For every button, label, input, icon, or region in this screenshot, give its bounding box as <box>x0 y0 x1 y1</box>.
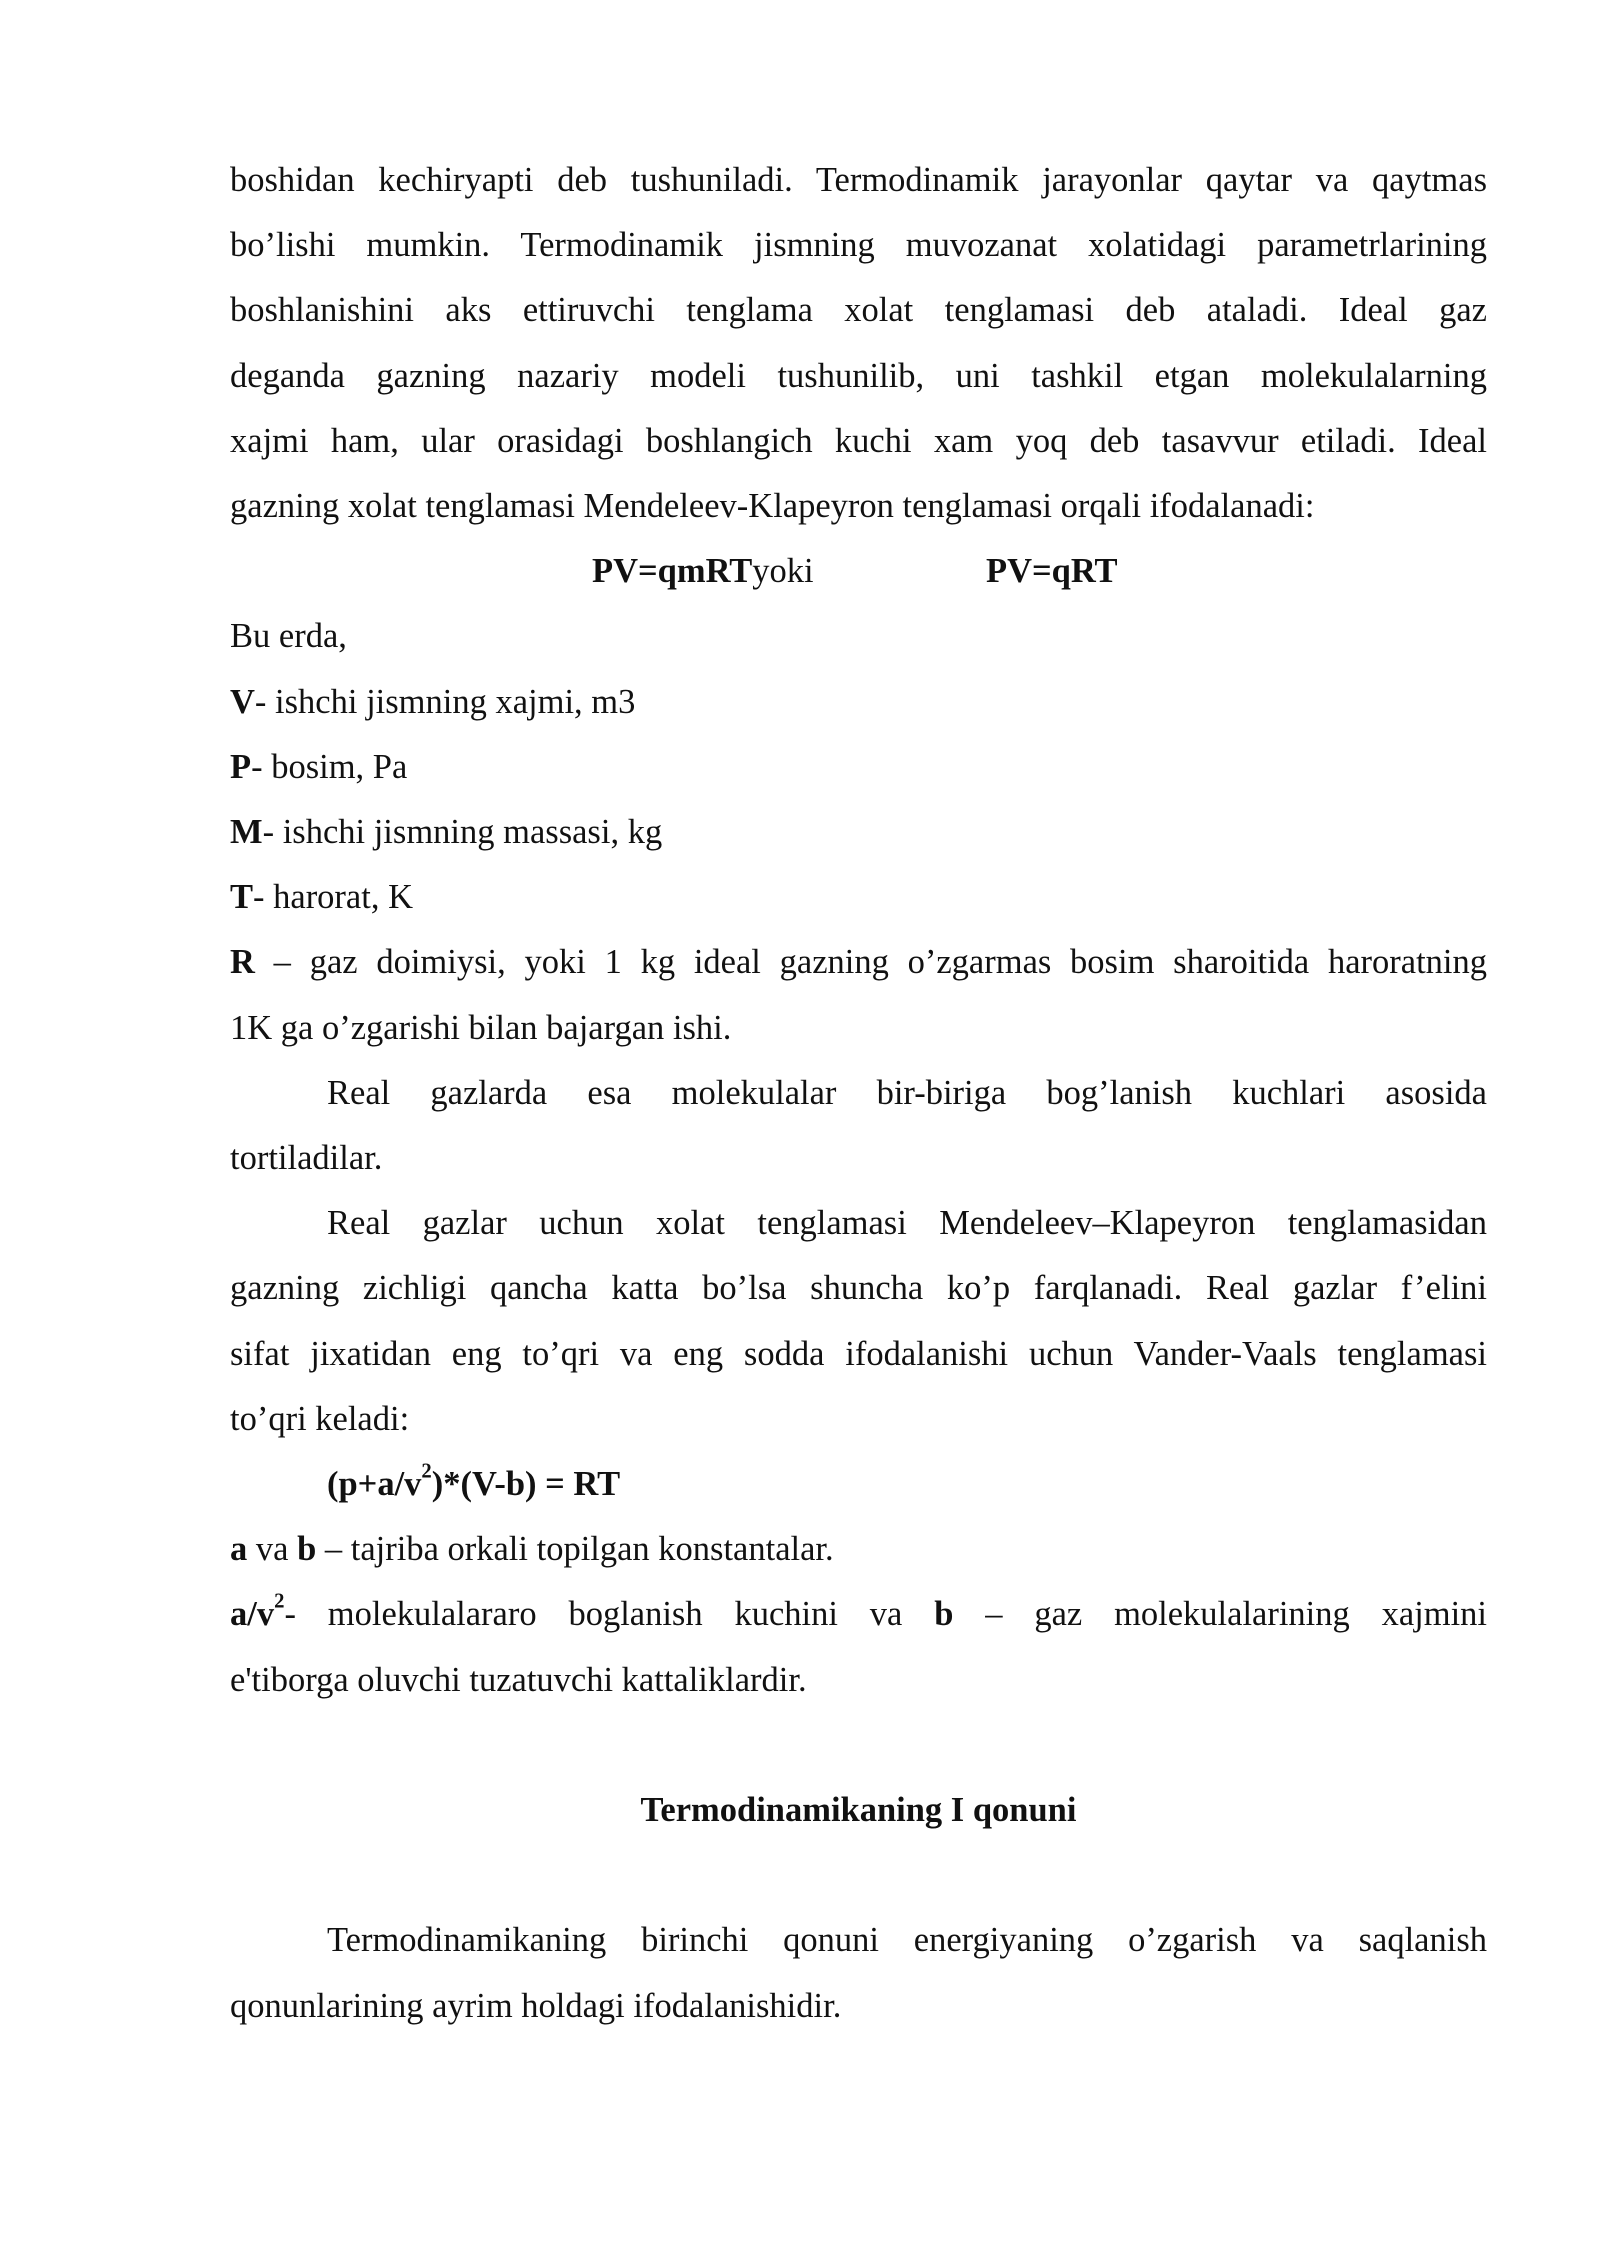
definition-v <box>230 670 1487 735</box>
definition-text: - ishchi jismning xajmi, m3 <box>254 682 636 721</box>
paragraph-vander-vaals <box>230 1191 1487 1452</box>
text-line <box>230 930 1487 995</box>
formula-connector: yoki <box>752 552 814 591</box>
formula-left <box>592 539 814 604</box>
correction-terms <box>230 1582 1487 1712</box>
text-line: qonunlarining ayrim holdagi ifodalanishidir. <box>230 1986 842 2025</box>
paragraph-ideal-gas <box>230 148 1487 539</box>
text-line: Real gazlar uchun xolat tenglamasi Mendeleev–Klapeyron tenglamasidan <box>327 1204 1487 1243</box>
text-line: deganda gazning nazariy modeli tushunilib, uni tashkil etgan molekulalarning <box>230 356 1487 395</box>
definition-m <box>230 800 1487 865</box>
constants-text: – tajriba orkali topilgan konstantalar. <box>316 1530 834 1569</box>
vander-vaals-formula <box>230 1452 1487 1517</box>
definition-symbol: V <box>230 682 255 721</box>
text-line: gazning zichligi qancha katta bo’lsa shuncha ko’p farqlanadi. Real gazlar f’elini <box>230 1269 1487 1308</box>
text-line <box>230 1582 1487 1647</box>
text-line: boshlanishini aks ettiruvchi tenglama xolat tenglamasi deb ataladi. Ideal gaz <box>230 291 1487 330</box>
paragraph-first-law <box>230 1908 1487 2038</box>
text-line: to’qri keladi: <box>230 1399 410 1438</box>
mendeleev-clapeyron-formula <box>230 539 1487 604</box>
formula-part: (p+a/v <box>327 1465 422 1504</box>
term-text: – gaz molekulalarining xajmini <box>953 1595 1488 1634</box>
text-line: 1K ga o’zgarishi bilan bajargan ishi. <box>230 1008 732 1047</box>
definition-text: – gaz doimiysi, yoki 1 kg ideal gazning o’zgarmas bosim sharoitida haroratning <box>254 943 1487 982</box>
formula-part: )*(V-b) = RT <box>431 1465 621 1504</box>
definition-r <box>230 930 1487 1060</box>
constants-line <box>230 1517 1487 1582</box>
text-line: e'tiborga oluvchi tuzatuvchi kattaliklardir. <box>230 1660 807 1699</box>
definition-symbol: P <box>230 747 252 786</box>
page-content <box>230 148 1487 2039</box>
formula-eq2: PV=qRT <box>986 552 1118 591</box>
text-line: tortiladilar. <box>230 1139 383 1178</box>
symbol-a: a <box>230 1530 248 1569</box>
term-av: a/v <box>230 1595 275 1634</box>
connector-text: va <box>247 1530 298 1569</box>
text-line: bo’lishi mumkin. Termodinamik jismning muvozanat xolatidagi parametrlarining <box>230 226 1487 265</box>
definition-text: - ishchi jismning massasi, kg <box>262 813 663 852</box>
spacer <box>230 1843 1487 1908</box>
symbol-b: b <box>297 1530 317 1569</box>
formula-exponent: 2 <box>421 1460 432 1483</box>
formula-eq1: PV=qmRT <box>592 552 753 591</box>
symbol-b: b <box>934 1595 954 1634</box>
text-line: sifat jixatidan eng to’qri va eng sodda ifodalanishi uchun Vander-Vaals tenglamasi <box>230 1334 1487 1373</box>
definition-symbol: M <box>230 813 263 852</box>
definition-symbol: R <box>230 943 255 982</box>
paragraph-real-gases <box>230 1061 1487 1191</box>
text-line: gazning xolat tenglamasi Mendeleev-Klapeyron tenglamasi orqali ifodalanadi: <box>230 487 1315 526</box>
term-exponent: 2 <box>274 1590 285 1613</box>
term-text: - molekulalararo boglanish kuchini va <box>284 1595 935 1634</box>
text-line: xajmi ham, ular orasidagi boshlangich kuchi xam yoq deb tasavvur etiladi. Ideal <box>230 421 1487 460</box>
text-line: Real gazlarda esa molekulalar bir-biriga bog’lanish kuchlari asosida <box>327 1073 1487 1112</box>
definition-text: - harorat, K <box>253 878 413 917</box>
text-line: boshidan kechiryapti deb tushuniladi. Termodinamik jarayonlar qaytar va qaytmas <box>230 161 1487 199</box>
spacer <box>230 1713 1487 1778</box>
bu-erda-label: Bu erda, <box>230 617 347 656</box>
definition-p <box>230 735 1487 800</box>
definition-symbol: T <box>230 878 254 917</box>
definition-t <box>230 865 1487 930</box>
text-line: Termodinamikaning birinchi qonuni energiyaning o’zgarish va saqlanish <box>327 1921 1487 1960</box>
definition-text: - bosim, Pa <box>251 747 408 786</box>
section-heading: Termodinamikaning I qonuni <box>640 1791 1077 1830</box>
